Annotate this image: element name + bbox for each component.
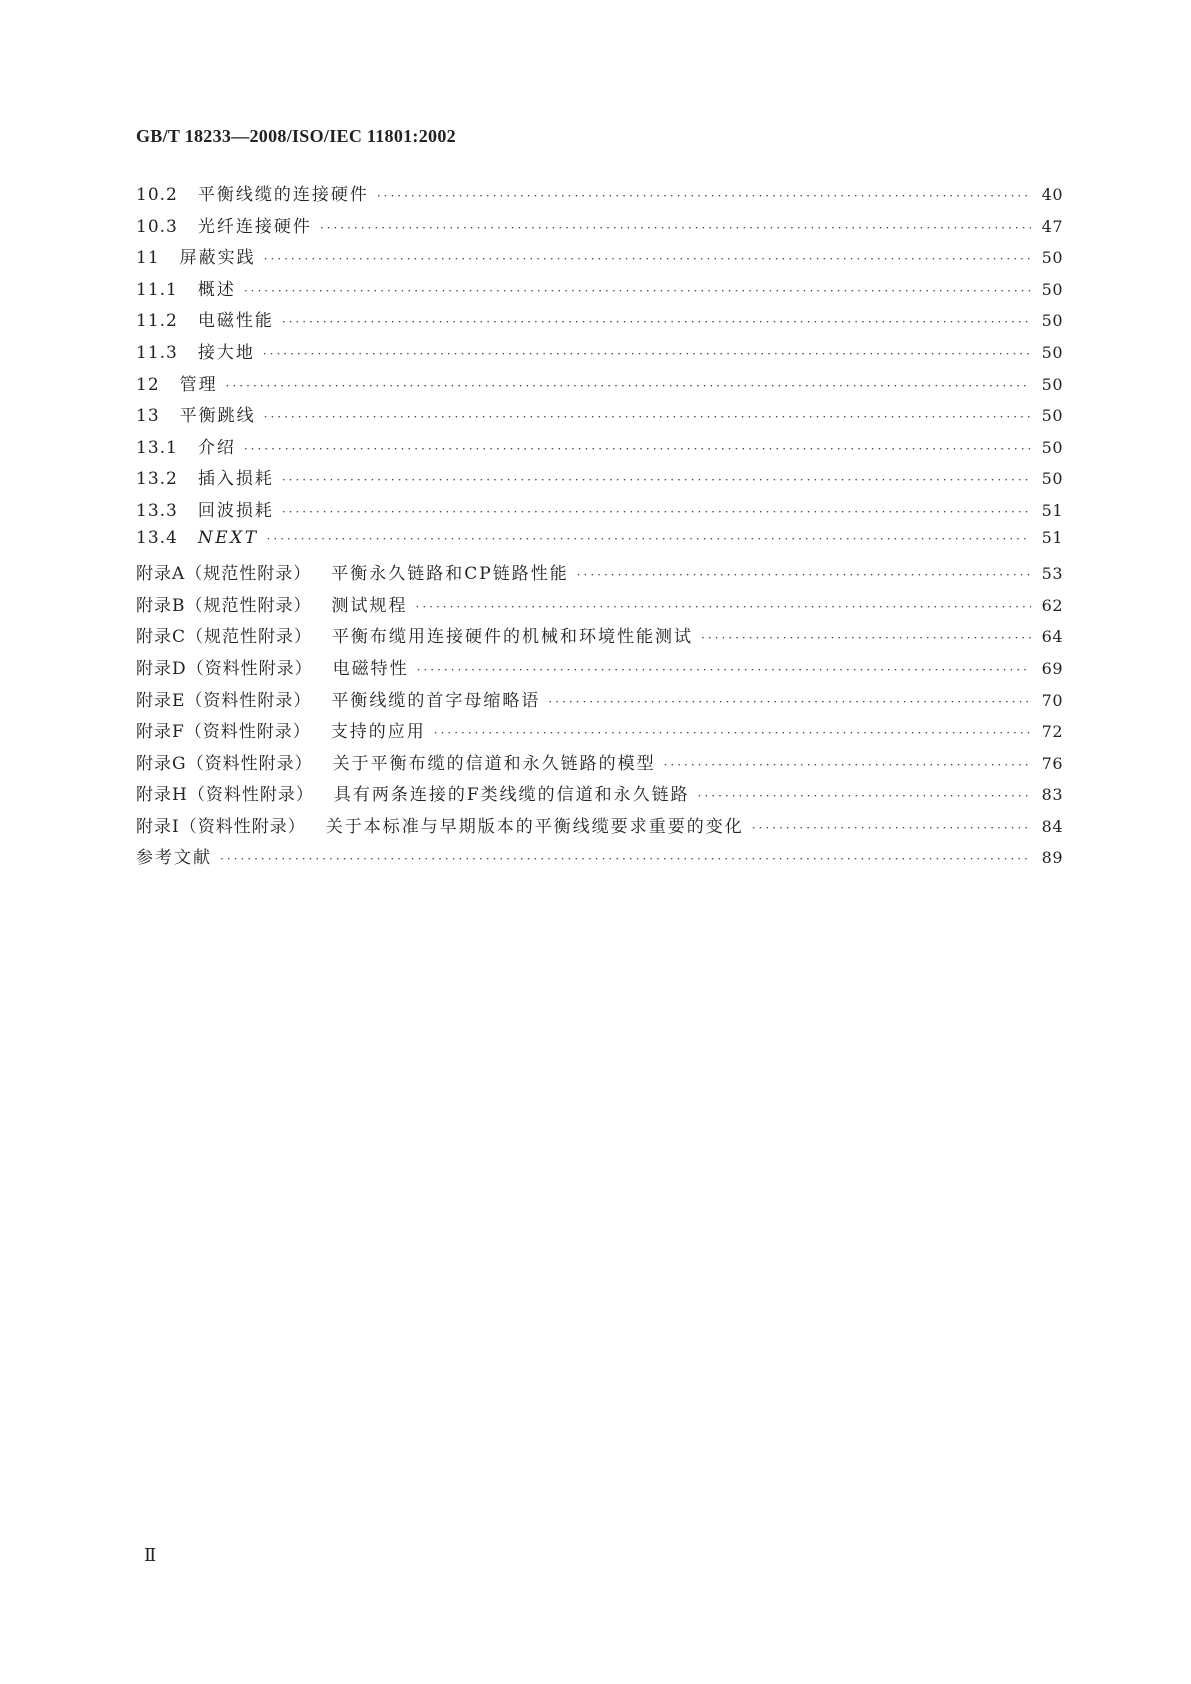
toc-leader-dots <box>244 284 1031 298</box>
toc-entry-page: 64 <box>1041 627 1063 647</box>
toc-entry[interactable] <box>136 464 1063 496</box>
toc-entry-page: 47 <box>1041 216 1063 236</box>
toc-leader-dots <box>577 568 1031 582</box>
toc-entry-page: 50 <box>1041 374 1063 394</box>
toc-leader-dots <box>664 758 1031 772</box>
toc-entry-title: 概述 <box>197 279 236 300</box>
toc-entry-number: 10.3 <box>136 216 178 237</box>
toc-entry[interactable] <box>136 275 1063 307</box>
toc-leader-dots <box>263 347 1031 361</box>
toc-entry[interactable] <box>136 306 1063 338</box>
toc-entry-number: 10.2 <box>136 185 178 205</box>
toc-leader-dots <box>416 600 1032 614</box>
toc-entry-number: 附录F（资料性附录） <box>136 722 311 743</box>
toc-entry-page: 50 <box>1041 279 1063 299</box>
toc-entry-page: 70 <box>1041 690 1063 710</box>
toc-entry-page: 89 <box>1041 848 1063 868</box>
toc-entry-title: 具有两条连接的F类线缆的信道和永久链路 <box>333 785 690 806</box>
toc-leader-dots <box>701 631 1031 645</box>
toc-entry-title: 回波损耗 <box>197 500 274 521</box>
toc-entry[interactable] <box>136 401 1063 433</box>
toc-leader-dots <box>434 726 1031 740</box>
toc-entry-title: 管理 <box>179 374 218 395</box>
toc-entry-number: 13 <box>136 406 160 427</box>
toc-entry-title: 电磁特性 <box>332 658 409 679</box>
toc-entry-page: 84 <box>1041 816 1063 836</box>
toc-entry-page: 40 <box>1041 185 1063 204</box>
toc-entry[interactable] <box>136 812 1063 844</box>
toc-entry-page: 72 <box>1041 722 1063 742</box>
toc-entry-page: 50 <box>1041 248 1063 268</box>
toc-entry[interactable] <box>136 433 1063 465</box>
toc-entry-number: 13.4 <box>136 527 178 548</box>
toc-entry-title: 屏蔽实践 <box>179 248 256 269</box>
toc-entry-page: 50 <box>1041 311 1063 331</box>
toc-entry[interactable] <box>136 243 1063 275</box>
toc-entry-number: 附录D（资料性附录） <box>136 658 313 679</box>
toc-entry-number: 13.1 <box>136 437 178 458</box>
toc-entry-page: 76 <box>1041 753 1063 773</box>
toc-entry-number: 附录I（资料性附录） <box>136 816 306 837</box>
toc-leader-dots <box>220 852 1031 866</box>
toc-entry-page: 69 <box>1041 658 1063 678</box>
toc-entry[interactable] <box>136 654 1063 686</box>
toc-entry-title: 参考文献 <box>136 848 212 869</box>
toc-leader-dots <box>264 410 1031 424</box>
toc-entry-title: 接大地 <box>197 342 255 363</box>
toc-entry-title: 关于平衡布缆的信道和永久链路的模型 <box>332 753 656 774</box>
toc-entry[interactable] <box>136 559 1063 591</box>
toc-entry-number: 13.3 <box>136 500 178 521</box>
toc-leader-dots <box>282 505 1031 519</box>
toc-entry-number: 附录B（规范性附录） <box>136 595 312 616</box>
toc-entry-number: 12 <box>136 374 160 395</box>
toc-leader-dots <box>244 442 1031 456</box>
toc-entry-page: 50 <box>1041 406 1063 426</box>
toc-leader-dots <box>282 473 1031 487</box>
toc-entry-title: 光纤连接硬件 <box>197 216 312 237</box>
toc-entry[interactable] <box>136 212 1063 244</box>
toc-entry-number: 11.2 <box>136 311 178 332</box>
toc-entry-page: 50 <box>1041 469 1063 489</box>
toc-entry-number: 11.3 <box>136 342 178 363</box>
toc-entry-page: 62 <box>1041 595 1063 615</box>
toc-leader-dots <box>226 379 1031 393</box>
toc-leader-dots <box>320 221 1031 235</box>
toc-entry-title: 平衡跳线 <box>179 406 256 427</box>
toc-entry-number: 附录A（规范性附录） <box>136 564 312 585</box>
toc-entry-title: 支持的应用 <box>330 722 426 743</box>
toc-entry[interactable] <box>136 843 1063 875</box>
toc-entry-title: 关于本标准与早期版本的平衡线缆要求重要的变化 <box>325 816 744 837</box>
toc-entry-page: 51 <box>1041 527 1063 547</box>
toc-entry[interactable] <box>136 338 1063 370</box>
toc-leader-dots <box>282 315 1031 329</box>
toc-entry-title: 平衡线缆的连接硬件 <box>197 185 369 205</box>
toc-leader-dots <box>417 663 1031 677</box>
toc-leader-dots <box>377 189 1031 203</box>
toc-entry-page: 51 <box>1041 500 1063 520</box>
toc-entry[interactable] <box>136 686 1063 718</box>
toc-entry-page: 50 <box>1041 437 1063 457</box>
toc-entry-title: 电磁性能 <box>197 311 274 332</box>
toc-entry-page: 50 <box>1041 342 1063 362</box>
toc-entry[interactable] <box>136 717 1063 749</box>
toc-entry-title: 平衡永久链路和CP链路性能 <box>331 564 569 585</box>
toc-entry[interactable] <box>136 180 1063 212</box>
toc-entry-number: 附录G（资料性附录） <box>136 753 313 774</box>
toc-entry-page: 53 <box>1041 564 1063 584</box>
document-header: GB/T 18233—2008/ISO/IEC 11801:2002 <box>136 126 456 146</box>
toc-entry-number: 13.2 <box>136 469 178 490</box>
toc-entry-number: 附录H（资料性附录） <box>136 785 314 806</box>
toc-entry-number: 附录E（资料性附录） <box>136 690 312 711</box>
toc-entry-number: 11.1 <box>136 279 178 300</box>
toc-leader-dots <box>267 532 1031 546</box>
toc-entry-number: 11 <box>136 248 160 269</box>
toc-entry-title: 平衡布缆用连接硬件的机械和环境性能测试 <box>332 627 694 648</box>
toc-leader-dots <box>698 789 1031 803</box>
toc-entry[interactable] <box>136 591 1063 623</box>
toc-entry-title: NEXT <box>197 527 259 548</box>
table-of-contents <box>136 180 1063 875</box>
toc-entry[interactable] <box>136 370 1063 402</box>
toc-entry-title: 平衡线缆的首字母缩略语 <box>331 690 541 711</box>
toc-leader-dots <box>264 252 1031 266</box>
page-number: Ⅱ <box>144 1545 157 1565</box>
toc-entry-page: 83 <box>1041 785 1063 805</box>
toc-entry[interactable] <box>136 780 1063 812</box>
toc-entry-title: 插入损耗 <box>197 469 274 490</box>
toc-leader-dots <box>752 821 1031 835</box>
toc-entry[interactable] <box>136 622 1063 654</box>
toc-leader-dots <box>548 695 1031 709</box>
toc-entry[interactable] <box>136 749 1063 781</box>
toc-entry-title: 介绍 <box>197 437 236 458</box>
toc-entry[interactable] <box>136 496 1063 528</box>
toc-entry[interactable] <box>136 528 1063 560</box>
toc-entry-title: 测试规程 <box>331 595 408 616</box>
toc-entry-number: 附录C（规范性附录） <box>136 627 313 648</box>
